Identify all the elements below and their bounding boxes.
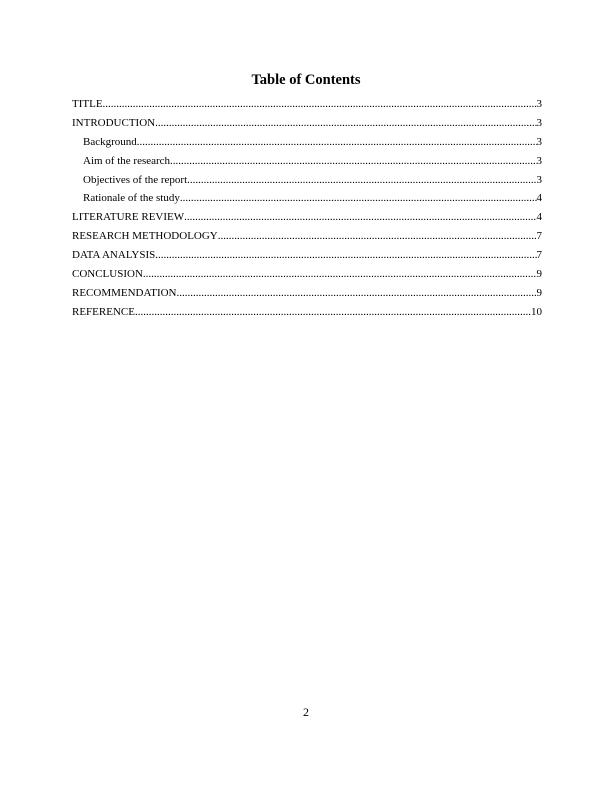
toc-entry-label: Objectives of the report xyxy=(83,173,188,186)
toc-entry-label: DATA ANALYSIS xyxy=(72,249,156,262)
toc-entry-page: 10 xyxy=(531,305,542,318)
toc-entry-page: 9 xyxy=(536,286,542,299)
toc-leader-dots xyxy=(143,265,537,284)
toc-list xyxy=(72,95,542,322)
toc-entry-page: 3 xyxy=(536,98,542,110)
toc-entry-page: 7 xyxy=(536,249,542,262)
toc-leader-dots xyxy=(155,114,536,133)
toc-leader-dots xyxy=(184,208,536,227)
toc-leader-dots xyxy=(187,171,536,190)
page-number: 2 xyxy=(303,705,309,719)
toc-entry-page: 9 xyxy=(536,268,542,281)
toc-entry-page: 3 xyxy=(536,154,542,167)
toc-entry-recommendation[interactable] xyxy=(72,284,542,303)
toc-leader-dots xyxy=(177,284,537,303)
toc-entry-label: LITERATURE REVIEW xyxy=(72,211,185,224)
toc-entry-aim[interactable] xyxy=(72,152,542,171)
toc-entry-page: 4 xyxy=(536,211,542,224)
toc-leader-dots xyxy=(103,95,537,114)
toc-entry-title[interactable] xyxy=(72,95,542,114)
toc-leader-dots xyxy=(170,152,536,171)
toc-entry-label: RESEARCH METHODOLOGY xyxy=(72,230,218,243)
toc-entry-page: 3 xyxy=(536,173,542,186)
toc-entry-data-analysis[interactable] xyxy=(72,246,542,265)
toc-entry-label: RECOMMENDATION xyxy=(72,286,177,299)
toc-entry-page: 7 xyxy=(536,230,542,243)
toc-leader-dots xyxy=(180,189,537,208)
toc-leader-dots xyxy=(155,246,536,265)
toc-entry-conclusion[interactable] xyxy=(72,265,542,284)
toc-entry-research-methodology[interactable] xyxy=(72,227,542,246)
toc-entry-label: INTRODUCTION xyxy=(72,116,156,129)
toc-leader-dots xyxy=(135,303,531,322)
toc-entry-label: CONCLUSION xyxy=(72,268,143,281)
toc-entry-rationale[interactable] xyxy=(72,189,542,208)
toc-entry-label: Rationale of the study xyxy=(83,192,180,205)
toc-entry-literature-review[interactable] xyxy=(72,208,542,227)
toc-entry-page: 3 xyxy=(536,135,542,148)
toc-entry-reference[interactable] xyxy=(72,303,542,322)
toc-entry-page: 4 xyxy=(536,192,542,205)
toc-title: Table of Contents xyxy=(251,72,361,88)
toc-entry-background[interactable] xyxy=(72,133,542,152)
toc-entry-label: REFERENCE xyxy=(72,305,135,318)
toc-leader-dots xyxy=(137,133,537,152)
toc-entry-label: TITLE xyxy=(72,98,103,110)
toc-entry-introduction[interactable] xyxy=(72,114,542,133)
toc-entry-page: 3 xyxy=(536,116,542,129)
toc-entry-objectives[interactable] xyxy=(72,171,542,190)
toc-entry-label: Aim of the research xyxy=(83,154,171,167)
toc-leader-dots xyxy=(218,227,537,246)
toc-entry-label: Background xyxy=(83,135,137,148)
